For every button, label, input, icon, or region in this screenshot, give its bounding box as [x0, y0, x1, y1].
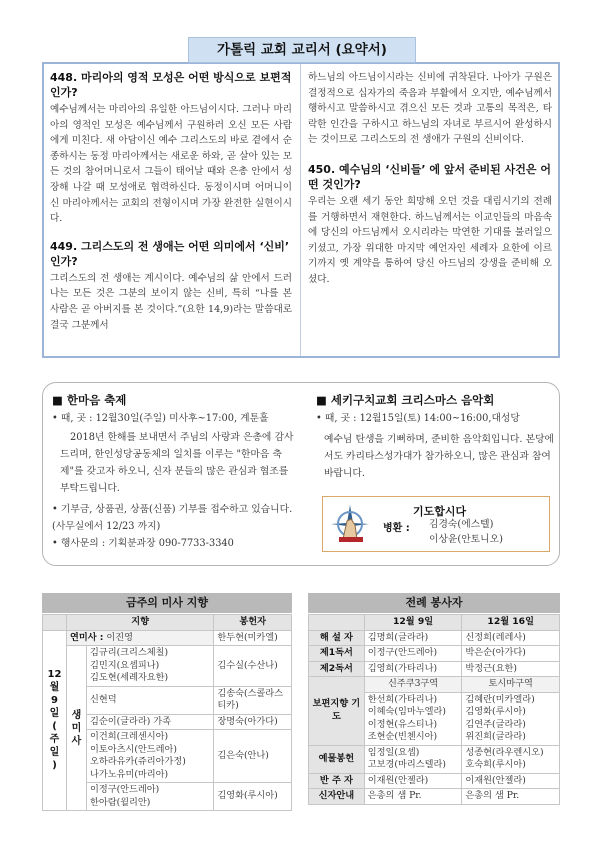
server-name: 박은순(아가다) — [462, 646, 560, 662]
mass-group-3-offerer: 장명숙(아가다) — [214, 714, 292, 730]
server-name: 김영희(가타리나) — [364, 661, 462, 677]
mass-table — [42, 614, 292, 811]
news-left — [52, 392, 300, 552]
server-name: 김연주(글라라) — [465, 718, 526, 730]
server-name: 조현순(빈첸시아) — [367, 731, 438, 742]
liturgy-table-title: 전례 봉사자 — [308, 593, 560, 613]
role-first-reading: 제1독서 — [309, 646, 365, 662]
intent: 나가노유미(마리아) — [89, 768, 169, 780]
catechism-title: 가톨릭 교회 교리서 (요약서) — [188, 37, 416, 63]
festival-donation: • 기부금, 상품권, 상품(신품) 기부를 접수하고 있습니다. (사무실에서 12/23 까지) — [52, 504, 293, 532]
intent: 이토아츠시(안드레아) — [89, 743, 177, 755]
server-name: 호숙희(루시아) — [465, 759, 526, 770]
answer-450: 우리는 오랜 세기 동안 희망해 오던 것을 대림시기의 전례를 거행하면서 재현한다. 하느님께서는 이교인들의 마음속에 당신의 아드님께서 오시리라는 막연한 기대를 불러일으키셨고, 가장 위대한 마지막 예언자인 세례자 요한에 이르기까지 옛 계약을 통하여 당신 아드님의 강생을 준비해 오셨다. — [308, 195, 552, 285]
intent: 이건희(크레센시아) — [89, 731, 169, 742]
liturgy-date-1: 12월 9일 — [364, 615, 462, 631]
answer-449-continued: 하느님의 아드님이시라는 신비에 귀착된다. 나아가 구원은 결정적으로 십자가의 죽음과 부활에서 오지만, 예수님께서 행하시고 말씀하시고 겪으신 모든 것과 고통의 목적은, 타락한 인간을 구하시고 하느님의 자녀로 부르시어 완성하시는 것이므로 그리스도의 전 생애가 구원의 신비이다. — [308, 72, 552, 146]
server-name: 이정구(안드레아) — [364, 646, 462, 662]
server-name: 신정희(레레사) — [462, 630, 560, 646]
prayer-name-2: 이상윤(안토니오) — [429, 534, 503, 545]
festival-when: • 때, 곳 : 12월30일(주일) 미사후~17:00, 계툰홀 — [52, 413, 269, 424]
festival-heading: ■ 한마음 축제 — [52, 393, 127, 407]
mass-group-4-intents — [86, 730, 213, 783]
server-name: 이정현(유스티나) — [367, 718, 438, 730]
offering-d2 — [462, 745, 560, 773]
mass-group-5-intents — [86, 783, 213, 811]
mass-group-2-intent: 신현덕 — [86, 686, 213, 714]
role-second-reading: 제2독서 — [309, 661, 365, 677]
catechism-left-column — [50, 70, 292, 333]
server-name: 위진희(글라라) — [465, 731, 526, 742]
liturgy-servers — [308, 593, 560, 805]
mass-group-5-offerer: 김영화(루시아) — [214, 783, 292, 811]
mass-date: 12월 9일 ( 주일 ) — [43, 630, 67, 811]
festival-body: 2018년 한해를 보내면서 주님의 사랑과 은총에 감사드리며, 한인성당공동체의 일치를 이루는 "한마음 축제"를 갖고자 하오니, 신자 분들의 많은 관심과 협조를 부탁드립니다. — [60, 432, 294, 494]
question-450: 450. 예수님의 ‘신비들’ 에 앞서 준비된 사건은 어떤 것인가? — [308, 162, 551, 191]
mass-group-3-intent: 김순이(글라라) 가족 — [86, 714, 213, 730]
mass-table-title: 금주의 미사 지향 — [42, 593, 292, 613]
mass-group-1-intents — [86, 646, 213, 687]
news-right — [316, 392, 554, 482]
yeonmisa-offerer: 한두현(미카엘) — [214, 630, 292, 646]
mass-header-offerer: 봉헌자 — [214, 615, 292, 631]
mass-group-4-offerer: 김은숙(안나) — [214, 730, 292, 783]
saengmisa-label: 생미사 — [66, 646, 86, 811]
yeonmisa-name: 이진영 — [106, 631, 134, 643]
mass-header-intent: 지향 — [66, 615, 213, 631]
role-offering: 예물봉헌 — [309, 745, 365, 773]
catechism-right-column — [308, 70, 552, 288]
prayer-name-1: 김경숙(에스텔) — [429, 519, 494, 530]
server-name: 한선희(가타리나) — [367, 693, 438, 705]
praying-hands-icon — [329, 503, 371, 545]
intent: 김민지(요셉피나) — [89, 659, 160, 671]
server-name: 김명희(글라라) — [364, 630, 462, 646]
prayers-d1 — [364, 692, 462, 745]
role-commentator: 해 설 자 — [309, 630, 365, 646]
role-prayers: 보편지향 기 도 — [309, 677, 365, 746]
server-name: 김혜란(미카엘라) — [465, 693, 535, 705]
role-accompanist: 반 주 자 — [309, 773, 365, 789]
yeonmisa-label: 연미사 : — [69, 631, 104, 643]
catechism-column-divider — [300, 64, 301, 356]
server-name: 이혜숙(임마누엘라) — [367, 706, 446, 717]
liturgy-table — [308, 614, 560, 805]
group-1: 신주쿠3구역 — [364, 677, 462, 693]
concert-body: 예수님 탄생을 기뻐하며, 준비한 음악회입니다. 본당에서도 카리타스성가대가 참가하오니, 많은 관심과 참여 바랍니다. — [324, 434, 555, 479]
mass-intentions — [42, 593, 292, 811]
server-name: 이재원(안젤라) — [364, 773, 462, 789]
mass-group-2-offerer: 김송숙(스콜라스티카) — [214, 686, 292, 714]
server-name: 성종현(라우렌시오) — [465, 746, 544, 758]
answer-449: 그리스도의 전 생애는 계시이다. 예수님의 삶 안에서 드러나는 모든 것은 그분의 보이지 않는 신비, 특히 “나를 본 사람은 곧 아버지를 본 것이다.”(요한 14,9)라는 말씀대로 결국 그분께서 — [50, 272, 292, 331]
group-2: 토시마구역 — [462, 677, 560, 693]
prayers-d2 — [462, 692, 560, 745]
liturgy-date-2: 12월 16일 — [462, 615, 560, 631]
mass-group-1-offerer: 김수실(수산나) — [214, 646, 292, 687]
server-name: 박정근(요한) — [462, 661, 560, 677]
question-448: 448. 마리아의 영적 모성은 어떤 방식으로 보편적인가? — [50, 71, 292, 99]
intent: 김규리(크리스체칠) — [89, 647, 169, 658]
yeonmisa-row — [66, 630, 213, 646]
server-name: 고보경(마리스텔라) — [367, 759, 446, 770]
festival-contact: • 행사문의 : 기획분과장 090-7733-3340 — [52, 538, 234, 549]
concert-heading: ■ 세키구치교회 크리스마스 음악회 — [316, 393, 495, 407]
server-name: 은총의 샘 Pr. — [364, 789, 462, 805]
prayer-title: 기도합시다 — [413, 505, 467, 518]
intent: 오하라유카(쥬리아가정) — [89, 756, 186, 767]
concert-when: • 때, 곳 : 12월15일(토) 14:00~16:00,대성당 — [316, 413, 520, 424]
role-usher: 신자안내 — [309, 789, 365, 805]
intent: 이정구(안드레아) — [89, 784, 160, 795]
question-449: 449. 그리스도의 전 생애는 어떤 의미에서 ‘신비’ 인가? — [50, 239, 290, 268]
intent: 김도현(세례자요한) — [89, 672, 169, 683]
server-name: 김영화(루시아) — [465, 706, 526, 717]
server-name: 이재원(안젤라) — [462, 773, 560, 789]
answer-448: 예수님께서는 마리아의 유일한 아드님이시다. 그러나 마리아의 영적인 모성은 예수님께서 구원하러 오신 모든 사람에게 미친다. 새 아담이신 예수 그리스도의 바로 곁에서 순종하시는 동정 마리아께서는 새로운 하와, 곧 살아 있는 모든 것의 참어머니로서 그들이 태어날 때와 은총 안에서 성장해 나갈 때 모성애로 협력하신다. 동정이시며 어머니이신 마리아께서는 교회의 전형이시며 가장 완전한 실현이시다. — [50, 104, 292, 225]
offering-d1 — [364, 745, 462, 773]
prayer-box — [322, 496, 550, 552]
server-name: 임정일(요셉) — [367, 746, 420, 758]
server-name: 은총의 샘 Pr. — [462, 789, 560, 805]
intent: 한아람(윌리안) — [89, 796, 151, 808]
prayer-label: 병환 : — [383, 523, 410, 534]
